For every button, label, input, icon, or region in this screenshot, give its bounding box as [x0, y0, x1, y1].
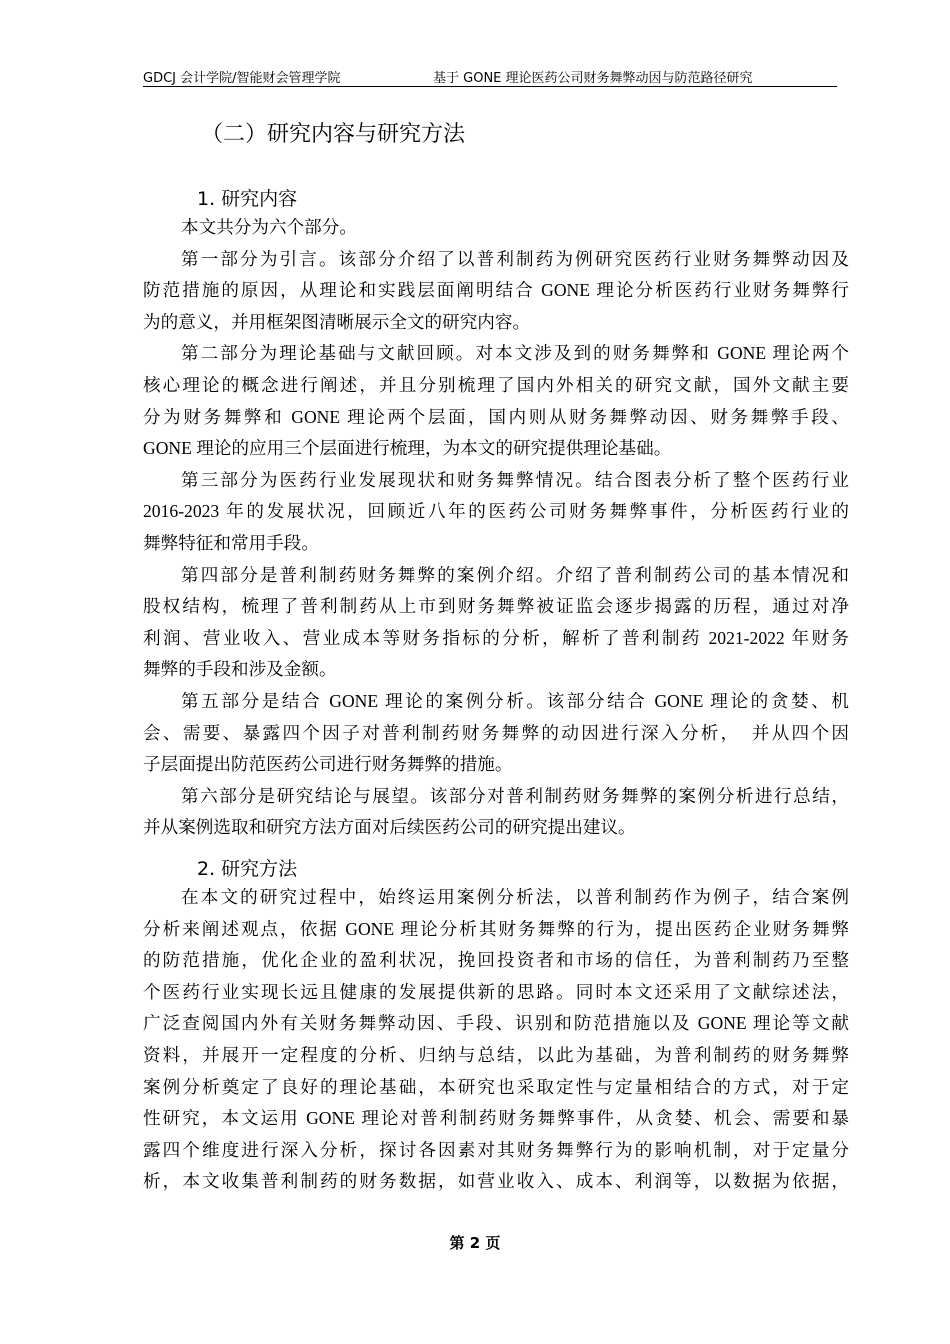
paragraph-line: 性研究，本文运用 GONE 理论对普利制药财务舞弊事件，从贪婪、机会、需要和暴 — [143, 1108, 849, 1129]
paragraph-line: 防范措施的原因，从理论和实践层面阐明结合 GONE 理论分析医药行业财务舞弊行 — [143, 280, 849, 301]
paragraph-line: 第六部分是研究结论与展望。该部分对普利制药财务舞弊的案例分析进行总结， — [181, 785, 849, 806]
page-header — [143, 66, 837, 87]
paragraph-line: 在本文的研究过程中，始终运用案例分析法，以普利制药作为例子，结合案例 — [181, 887, 849, 907]
paragraph-line: GONE 理论的应用三个层面进行梳理，为本文的研究提供理论基础。 — [143, 438, 672, 459]
paragraph-line: 子层面提出防范医药公司进行财务舞弊的措施。 — [143, 754, 513, 775]
header-institution: GDCJ 会计学院/智能财会管理学院 — [143, 71, 341, 86]
paragraph-line: 分为财务舞弊和 GONE 理论两个层面，国内则从财务舞弊动因、财务舞弊手段、 — [143, 406, 849, 427]
paragraph-line: 广泛查阅国内外有关财务舞弊动因、手段、识别和防范措施以及 GONE 理论等文献 — [143, 1013, 849, 1034]
paragraph-line: 第二部分为理论基础与文献回顾。对本文涉及到的财务舞弊和 GONE 理论两个 — [181, 343, 849, 364]
paragraph-line: 第一部分为引言。该部分介绍了以普利制药为例研究医药行业财务舞弊动因及 — [181, 248, 849, 269]
paragraph-line: 为的意义，并用框架图清晰展示全文的研究内容。 — [143, 311, 531, 332]
paragraph-line: 案例分析奠定了良好的理论基础，本研究也采取定性与定量相结合的方式，对于定 — [143, 1076, 849, 1097]
paragraph-line: 分析来阐述观点，依据 GONE 理论分析其财务舞弊的行为，提出医药企业财务舞弊 — [143, 918, 849, 939]
subsection-title-research-content: 1. 研究内容 — [197, 188, 298, 210]
paragraph-line: 第三部分为医药行业发展现状和财务舞弊情况。结合图表分析了整个医药行业 — [181, 469, 849, 490]
paragraph-line: 第五部分是结合 GONE 理论的案例分析。该部分结合 GONE 理论的贪婪、机 — [181, 690, 849, 711]
paragraph-line: 利润、营业收入、营业成本等财务指标的分析，解析了普利制药 2021-2022 年财务 — [143, 627, 849, 648]
header-paper-title: 基于 GONE 理论医药公司财务舞弊动因与防范路径研究 — [433, 71, 753, 86]
paragraph-line: 的防范措施，优化企业的盈利状况，挽回投资者和市场的信任，为普利制药乃至整 — [143, 950, 849, 971]
page-number: 第 2 页 — [449, 1234, 501, 1252]
paragraph-line: 并从案例选取和研究方法方面对后续医药公司的研究提出建议。 — [143, 817, 636, 838]
paragraph-line: 资料，并展开一定程度的分析、归纳与总结，以此为基础，为普利制药的财务舞弊 — [143, 1044, 849, 1065]
paragraph-line: 2016-2023 年的发展状况，回顾近八年的医药公司财务舞弊事件，分析医药行业的 — [143, 501, 849, 522]
paragraph-line: 会、需要、暴露四个因子对普利制药财务舞弊的动因进行深入分析， 并从四个因 — [143, 722, 849, 743]
paragraph-line: 个医药行业实现长远且健康的发展提供新的思路。同时本文还采用了文献综述法， — [143, 981, 849, 1002]
paragraph-line: 第四部分是普利制药财务舞弊的案例介绍。介绍了普利制药公司的基本情况和 — [181, 564, 849, 585]
paragraph-line: 股权结构，梳理了普利制药从上市到财务舞弊被证监会逐步揭露的历程，通过对净 — [143, 596, 849, 617]
section-title: （二）研究内容与研究方法 — [201, 122, 466, 147]
paragraph-line: 露四个维度进行深入分析，探讨各因素对其财务舞弊行为的影响机制，对于定量分 — [143, 1139, 849, 1160]
research-content-body — [143, 212, 849, 844]
paragraph-line: 舞弊特征和常用手段。 — [143, 532, 319, 553]
paragraph-line: 本文共分为六个部分。 — [181, 217, 357, 237]
subsection-title-research-method: 2. 研究方法 — [197, 858, 298, 880]
research-method-body — [143, 882, 849, 1198]
paragraph-line: 核心理论的概念进行阐述，并且分别梳理了国内外相关的研究文献，国外文献主要 — [143, 374, 849, 395]
paragraph-line: 析，本文收集普利制药的财务数据，如营业收入、成本、利润等，以数据为依据， — [143, 1171, 849, 1192]
paragraph-line: 舞弊的手段和涉及金额。 — [143, 659, 337, 680]
